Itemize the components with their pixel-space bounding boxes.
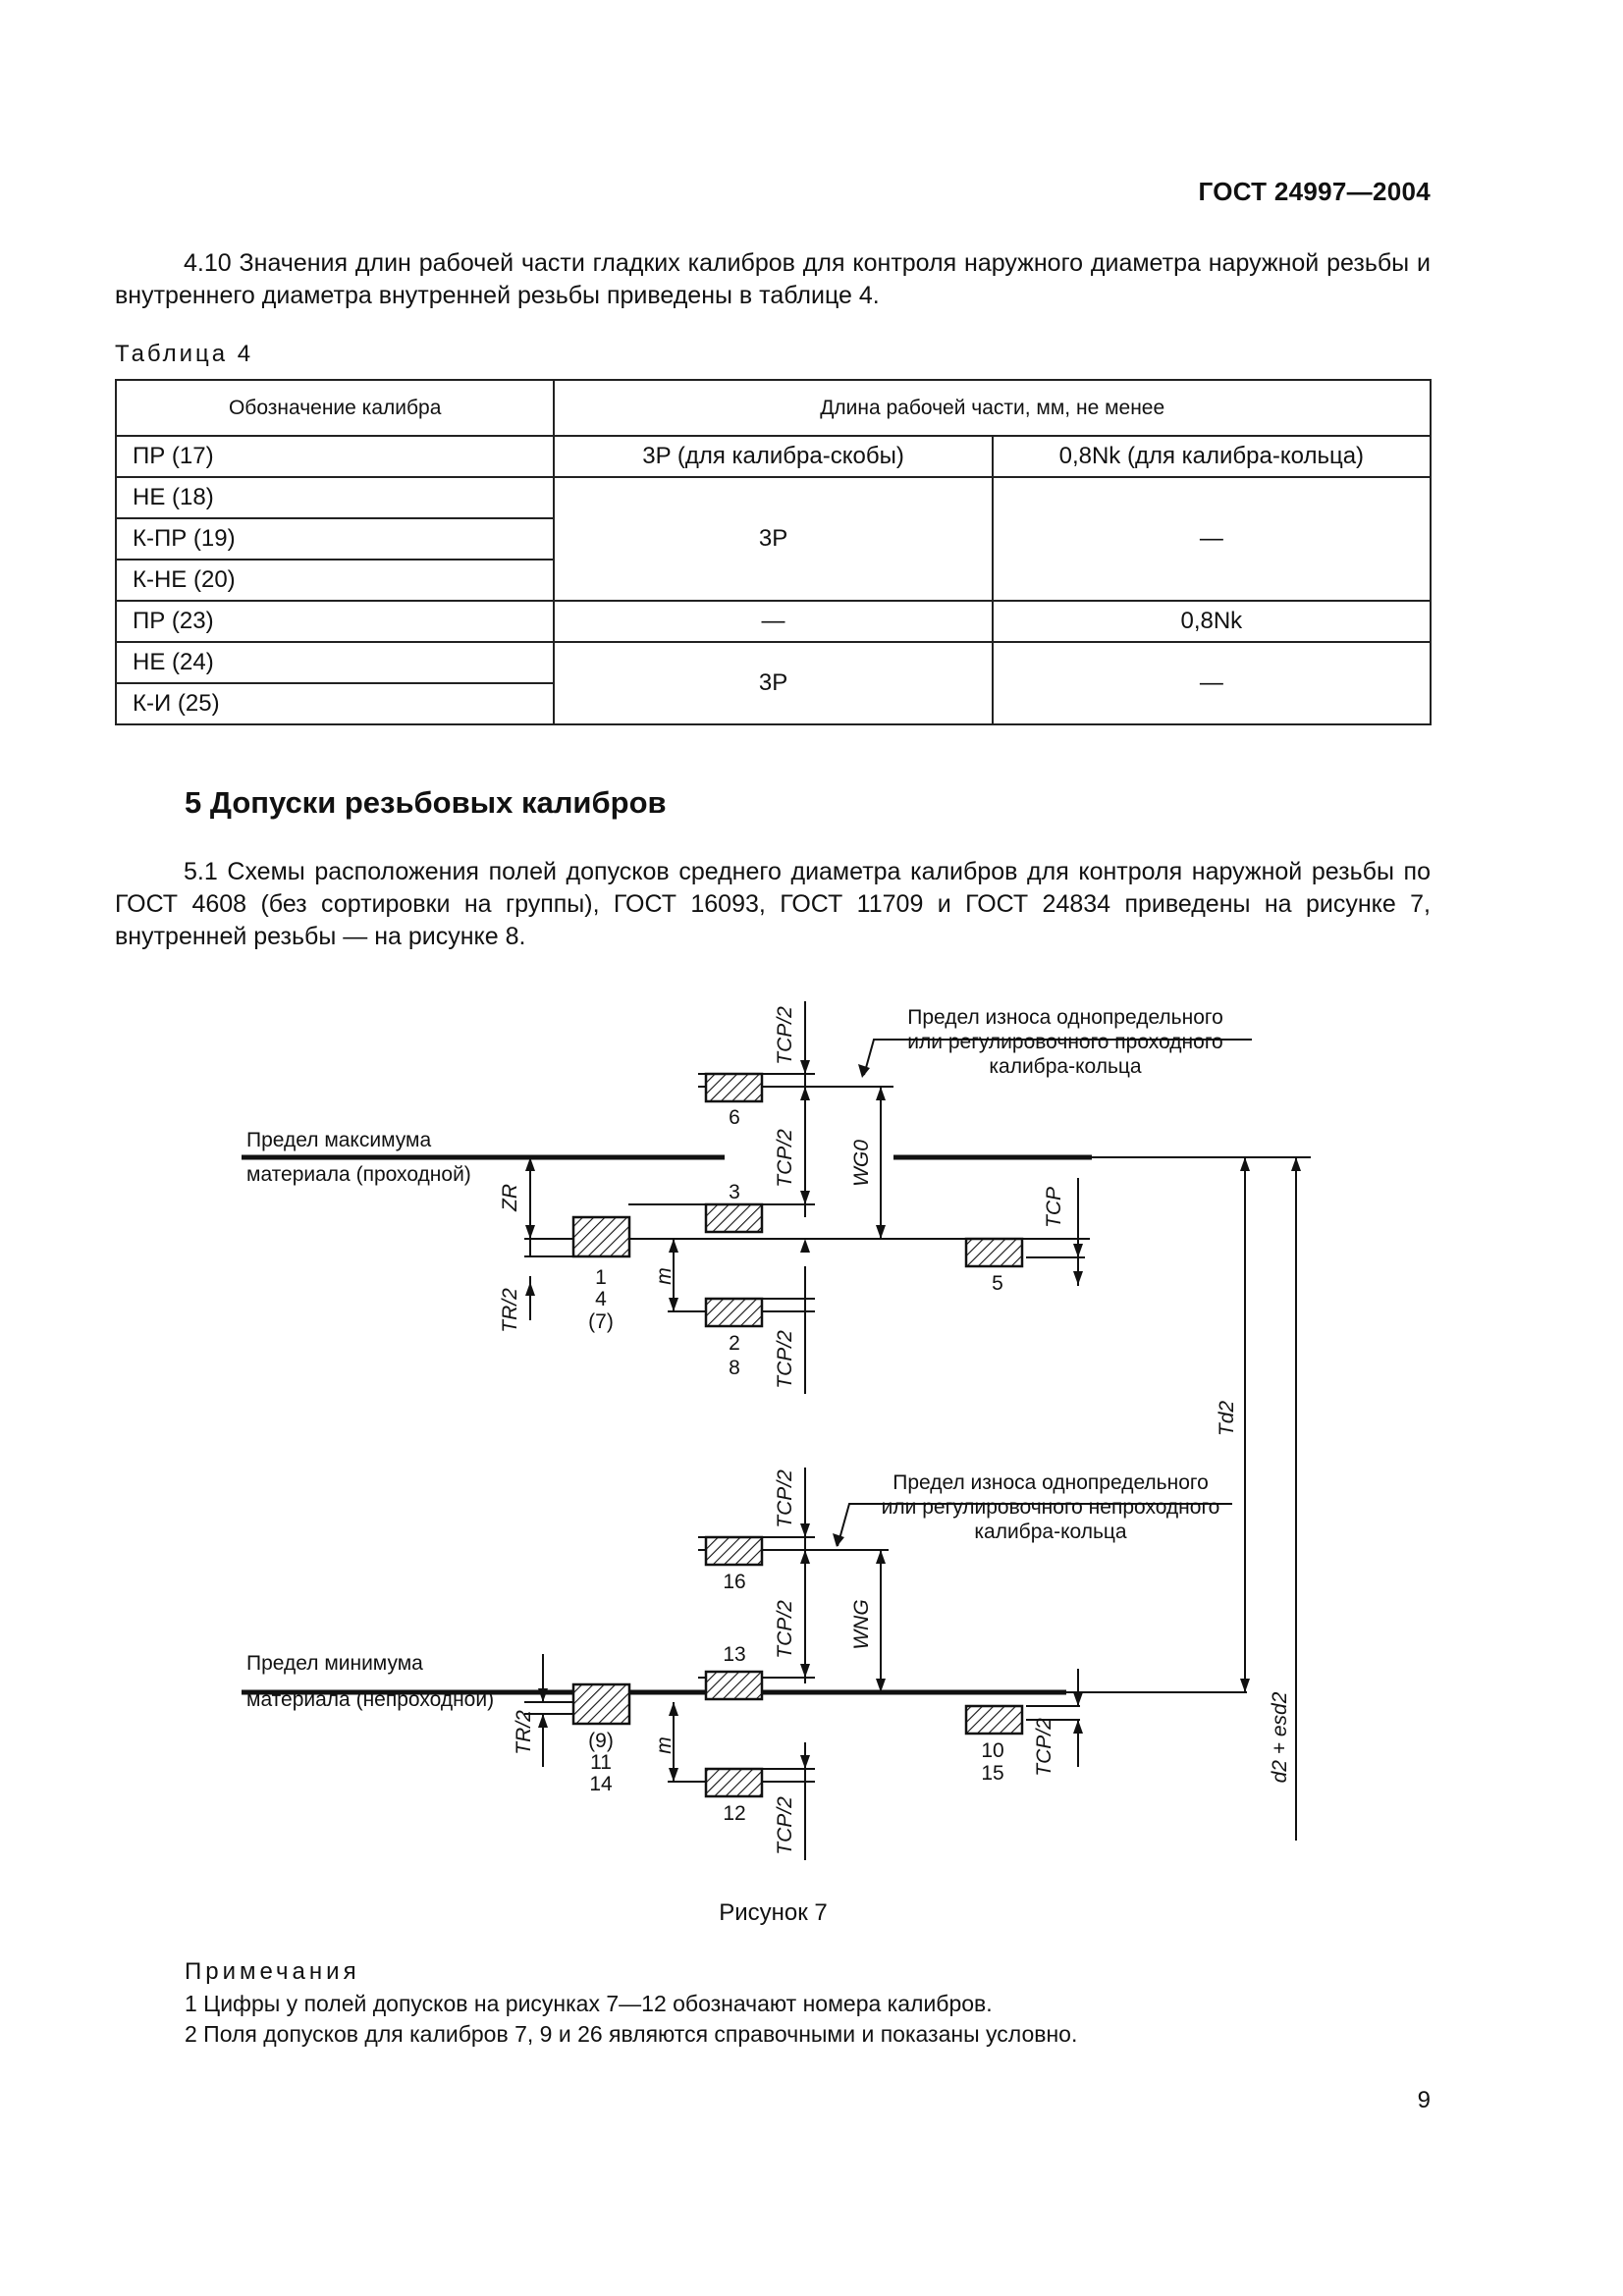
notes-title: Примечания	[185, 1958, 360, 1985]
min-label-2: материала (непроходной)	[246, 1688, 495, 1711]
para-number: 4.10	[184, 249, 232, 277]
dim-tr-half: TR/2	[499, 1288, 521, 1333]
table-row-label: К-И (25)	[116, 683, 554, 724]
table-row-label: НЕ (24)	[116, 642, 554, 683]
dim-d2-es: d2 + esd2	[1269, 1691, 1291, 1784]
wear-nogo-label-2: или регулировочного непроходного	[881, 1496, 1220, 1519]
tolerance-field-5	[966, 1239, 1022, 1266]
tolerance-field-10	[966, 1706, 1022, 1734]
tolerance-field-16	[706, 1537, 762, 1565]
dim-tcp-half: TCP/2	[774, 1006, 796, 1065]
gauge-number-3: 3	[729, 1181, 740, 1203]
dim-wgo: WG0	[850, 1140, 873, 1187]
sub-header-gauge-clamp: 3P (для калибра-скобы)	[554, 436, 992, 477]
col-header-length: Длина рабочей части, мм, не менее	[554, 380, 1431, 436]
cell-group1-ring: —	[993, 477, 1431, 601]
gauge-number-4: 4	[595, 1288, 607, 1310]
figure-caption: Рисунок 7	[719, 1899, 828, 1926]
wear-go-label-2: или регулировочного проходного	[907, 1031, 1223, 1053]
tolerance-field-6	[706, 1074, 762, 1101]
gauge-number-15: 15	[981, 1762, 1004, 1785]
tolerance-field-12	[706, 1769, 762, 1796]
para-number: 5.1	[184, 858, 218, 885]
wear-nogo-label-3: калибра-кольца	[974, 1521, 1127, 1543]
gauge-number-8: 8	[729, 1357, 740, 1379]
dim-td2: Td2	[1216, 1400, 1238, 1437]
note-item: 2 Поля допусков для калибров 7, 9 и 26 являются справочными и показаны условно.	[185, 2021, 1078, 2047]
dim-tcp-half: TCP/2	[774, 1129, 796, 1188]
max-label-1: Предел максимума	[246, 1129, 432, 1151]
dim-m: m	[653, 1736, 676, 1754]
wear-go-label-1: Предел износа однопредельного	[907, 1006, 1223, 1029]
dim-tcp-half: TCP/2	[774, 1330, 796, 1389]
table-row-label: К-НЕ (20)	[116, 560, 554, 601]
cell-group1-clamp: 3P	[554, 477, 992, 601]
tolerance-field-9	[573, 1684, 629, 1724]
dim-tcp-half: TCP/2	[774, 1796, 796, 1855]
gauge-number-13: 13	[723, 1643, 746, 1666]
sub-header-gauge-ring: 0,8Nk (для калибра-кольца)	[993, 436, 1431, 477]
gauge-number-7: (7)	[588, 1310, 614, 1333]
para-text: Схемы расположения полей допусков среднего диаметра калибров для контроля наружной резьбы по ГОСТ 4608 (без сортировки на группы), ГОСТ 16093, ГОСТ 11709 и ГОСТ 24834 приведены на рисунке 7, внутренней резьбы — на рисунке 8.	[115, 858, 1431, 950]
gauge-number-2: 2	[729, 1332, 740, 1355]
cell-row5-clamp: —	[554, 601, 992, 642]
dim-tcp-half: TCP/2	[774, 1469, 796, 1528]
dim-tcp-half: TCP/2	[1033, 1718, 1055, 1777]
dim-tr-half: TR/2	[513, 1710, 535, 1755]
table-row-label: НЕ (18)	[116, 477, 554, 518]
tolerance-field-3	[706, 1204, 762, 1232]
standard-header: ГОСТ 24997—2004	[1198, 177, 1431, 206]
cell-group2-ring: —	[993, 642, 1431, 724]
page-number: 9	[1417, 2087, 1431, 2113]
tolerance-field-13	[706, 1672, 762, 1699]
dim-tcp-half: TCP/2	[774, 1600, 796, 1659]
cell-row5-ring: 0,8Nk	[993, 601, 1431, 642]
gauge-number-6: 6	[729, 1106, 740, 1129]
note-item: 1 Цифры у полей допусков на рисунках 7—12 обозначают номера калибров.	[185, 1991, 993, 2016]
section-5-title: 5 Допуски резьбовых калибров	[185, 785, 667, 820]
gauge-number-12: 12	[723, 1802, 746, 1825]
gauge-number-9: (9)	[588, 1730, 614, 1752]
dim-wng: WNG	[850, 1599, 873, 1650]
gauge-number-14: 14	[589, 1773, 613, 1795]
tolerance-field-1	[573, 1217, 629, 1256]
table-caption: Таблица 4	[115, 341, 254, 367]
para-text: Значения длин рабочей части гладких калибров для контроля наружного диаметра наружной резьбы и внутреннего диаметра внутренней резьбы приведены в таблице 4.	[115, 249, 1431, 309]
table-row-label: К-ПР (19)	[116, 518, 554, 560]
min-label-1: Предел минимума	[246, 1652, 423, 1675]
gauge-number-10: 10	[981, 1739, 1004, 1762]
tolerance-field-2	[706, 1299, 762, 1326]
gauge-number-1: 1	[595, 1266, 607, 1289]
gauge-number-5: 5	[992, 1272, 1003, 1295]
dim-tcp: TCP	[1043, 1187, 1065, 1228]
wear-nogo-label-1: Предел износа однопредельного	[893, 1471, 1209, 1494]
table-row-label: ПР (23)	[116, 601, 554, 642]
table-row-label: ПР (17)	[116, 436, 554, 477]
col-header-designation: Обозначение калибра	[116, 380, 554, 436]
gauge-number-11: 11	[590, 1751, 612, 1774]
gauge-number-16: 16	[723, 1571, 746, 1593]
cell-group2-clamp: 3P	[554, 642, 992, 724]
wear-go-label-3: калибра-кольца	[989, 1055, 1142, 1078]
dim-m: m	[653, 1267, 676, 1285]
dim-zr: ZR	[499, 1184, 521, 1211]
max-label-2: материала (проходной)	[246, 1163, 471, 1186]
